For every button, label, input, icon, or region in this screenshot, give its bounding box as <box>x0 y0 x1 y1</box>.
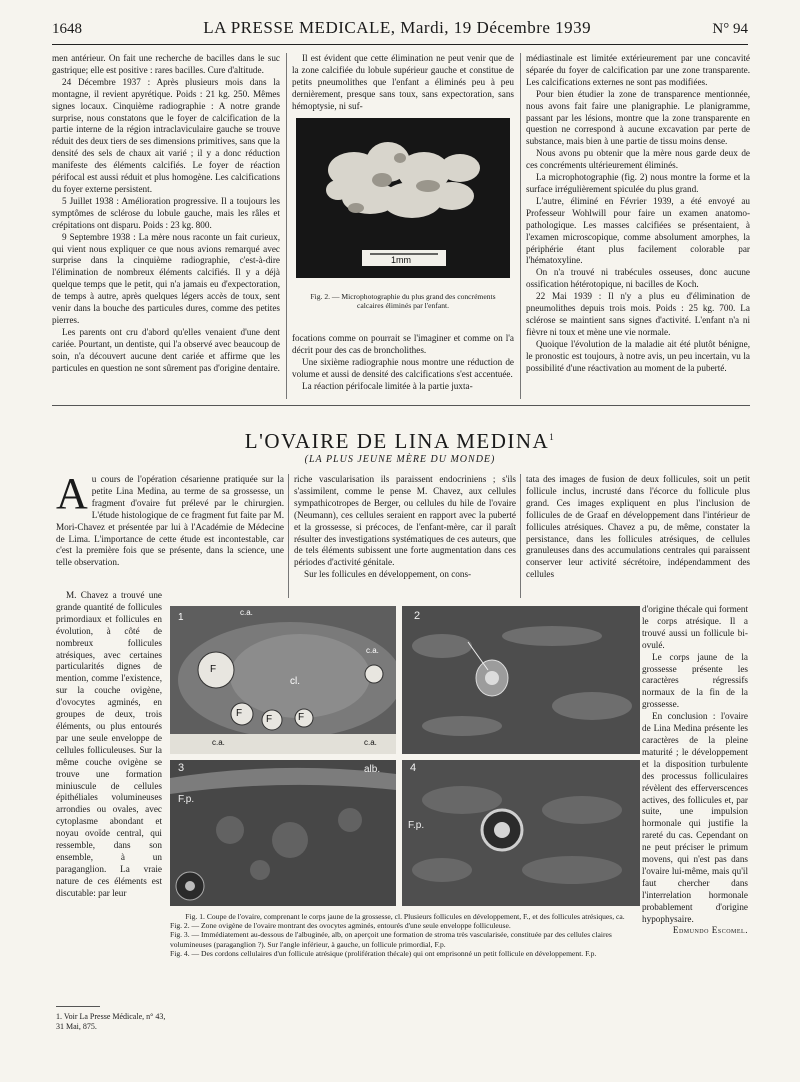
author-signature: Edmundo Escomel. <box>672 925 748 936</box>
paragraph: On n'a trouvé ni trabécules osseuses, donc aucune ossification hétérotopique, ni bacilles de Koch. <box>526 267 750 290</box>
top-column-2 <box>292 53 514 113</box>
paragraph: Les parents ont cru d'abord qu'elles venaient d'une dent cariée. Pourtant, un dentiste, qui l'a observé avec beaucoup de soin, n'a découvert aucune dent cariée et affirme que les particules en question ne sont sûrement pas d'origine dentaire. <box>52 326 280 373</box>
atretic-follicle-image <box>402 760 640 906</box>
article-intro <box>56 469 284 569</box>
paragraph: riche vascularisation ils paraissent endocriniens ; s'ils s'assimilent, comme le pense M. Chavez, aux cellules sympathicotropes de Berger, ou cellules du hile de l'ovaire (Neumann), ces cellules seraient en rapport avec la puberté et la grossesse, si précoces, de l'enfant-mère, car il paraît résulter des investigations systématiques de ces auteurs, que de tels éléments subissent une forte augmentation dans ces périodes d'activité génitale. <box>294 474 516 568</box>
title-footnote-mark: 1 <box>549 432 556 442</box>
paragraph: 22 Mai 1939 : Il n'y a plus eu d'élimination de pneumolithes depuis trois mois. Poids : 25 kg. 700. La sclérose se maintient sans signes d'activité. L'enfant n'a ni fièvre ni toux et mène une vie normale. <box>526 291 750 337</box>
figure-panel-3 <box>170 760 396 906</box>
paragraph: Pour bien étudier la zone de transparence mentionnée, nous avons fait faire une planigraphie. Le planigramme, passant par les lésions, montre que la zone transparente en question ne correspond à aucune excavation par perte de substance, mais bien à une partie de tissu moins dense. <box>526 88 750 147</box>
journal-title: LA PRESSE MEDICALE, Mardi, 19 Décembre 1939 <box>203 18 592 37</box>
paragraph: Le corps jaune de la grossesse présente les caractères régressifs normaux de la fin de la grossesse. <box>642 651 748 710</box>
paragraph: La microphotographie (fig. 2) nous montre la forme et la surface irrégulièrement spiculée du plus grand. <box>526 172 750 194</box>
section-divider <box>52 405 750 406</box>
paragraph: d'origine thécale qui forment le corps atrésique. Il a trouvé aussi un follicule bi-ovulé. <box>642 604 748 650</box>
page-number: 1648 <box>52 21 82 37</box>
figure-captions <box>170 912 640 958</box>
panel-number: 2 <box>414 610 421 622</box>
figure-caption: Fig. 4. — Des cordons cellulaires d'un follicule atrésique (prolifération thécale) qui ont emprisonné un petit follicule en développement. F.p. <box>170 948 597 958</box>
primordial-follicle-label: F.p. <box>408 820 425 831</box>
paragraph: 9 Septembre 1938 : La mère nous raconte un fait curieux, qui vient nous expliquer ce que nous avions remarqué avec surprise dans la cinquième radiographie, c'est-à-dire l'élimination de nombreux éléments calcifiés. Il y a déjà quelque temps que le petit, qui n'a jamais eu d'expectoration, de temps à autre, après quelques légers accès de toux, sent venir dans la bouche des particules dures, comme des petites pierres. <box>52 231 280 325</box>
panel-number: 3 <box>178 762 185 774</box>
paragraph: 24 Décembre 1937 : Après plusieurs mois dans la montagne, il revient apyrétique. Poids : 21 kg. 250. Mêmes signes locaux. Cinquième radiographie : A notre grande surprise, nous constatons que le foyer de calcification de la partie interne de la région intraclaviculaire gauche se trouve réduit des deux tiers de ses dimensions primitives, sans que la densité des sels de chaux ait varié ; il y a donc réduction manifeste des éléments calcifiés. Le foyer de réaction périfocal est aussi réduit et plus homogène. Les calcifications du foyer externe persistent. <box>52 76 280 194</box>
calcified-concretion-image <box>296 118 510 278</box>
issue-number: N° 94 <box>712 21 748 37</box>
figure-caption: Fig. 3. — Immédiatement au-dessous de l'albuginée, alb, on aperçoit une formation de stroma très vascularisée, constituée par des cellules claires volumineuses (paraganglion ?). Sur l'angle inférieur, à gauche, un follicule primordial, F.p. <box>170 930 612 949</box>
corpus-luteum-label: cl. <box>290 676 300 687</box>
paragraph: Sur les follicules en développement, on cons- <box>304 569 472 580</box>
article-title: L'OVAIRE DE LINA MEDINA$^1$ <box>244 429 556 453</box>
figure-panel-4 <box>402 760 640 906</box>
paragraph: Nous avons pu obtenir que la mère nous garde deux de ces concréments ultérieurement éliminés. <box>526 148 750 171</box>
figure-2-caption: Fig. 2. — Microphotographie du plus grand des concréments calcaires éliminés par l'enfant. <box>310 292 496 311</box>
figure-caption: Fig. 2. — Zone ovigène de l'ovaire montrant des ovocytes agminés, entourés d'une seule enveloppe folliculeuse. <box>170 921 511 931</box>
scale-bar-label: 1mm <box>391 255 411 265</box>
atretic-follicle-label: c.a. <box>240 608 253 617</box>
article-subtitle: (LA PLUS JEUNE MÈRE DU MONDE) <box>304 454 496 465</box>
page-header <box>52 18 748 45</box>
article-left-column <box>56 590 162 900</box>
paragraph: Quoique l'évolution de la maladie ait été plutôt bénigne, le pronostic est toujours, à notre avis, un peu incertain, vu la possibilité d'une réactivation au moment de la puberté. <box>526 338 750 373</box>
drop-cap: A <box>56 469 88 518</box>
column-rule <box>286 53 287 399</box>
top-column-3 <box>526 53 750 374</box>
article-right-side-column <box>642 604 748 937</box>
figure-caption: Fig. 1. Coupe de l'ovaire, comprenant le corps jaune de la grossesse, cl. Plusieurs follicules en développement, F., et des follicules atrésiques, ca. <box>185 912 625 921</box>
paragraph: En conclusion : l'ovaire de Lina Medina présente les caractères de la pleine maturité ; le développement et la disposition turbulente des processus folliculaires révèlent des efferverscences actives, des follicules et, par suite, une impulsion hormonale qui justifie la rareté du cas. Cependant on ne peut préciser le primum movens, qui n'est pas dans l'ovaire lui-même, mais qu'il faut chercher dans l'interrelation hormonale probablement d'origine hypophysaire. <box>642 711 748 924</box>
paragraph: Une sixième radiographie nous montre une réduction de volume et aussi de densité des calcifications s'est accentuée. <box>292 356 514 379</box>
atretic-follicle-label: c.a. <box>366 646 379 655</box>
albuginea-label: alb. <box>364 764 381 775</box>
paragraph: La réaction périfocale limitée à la partie juxta- <box>302 380 473 391</box>
ovigerous-zone-image <box>402 606 640 754</box>
paragraph: M. Chavez a trouvé une grande quantité de follicules primordiaux et follicules en évolution, à côté de nombreux follicules atrésiques, avec certaines particularités dignes de mention, comme l'existence, sur la couche ovigène, d'ovocytes agminés, en groupes de deux, trois éléments, ou plus entourés par une seule enveloppe de cellules folliculeuses. Sur la même couche ovigène se trouve une formation miniuscule de cellules épithéliales volumineuses arrondies ou ovales, avec cytoplasme abondant et noyau ovoïde central, qui ressemble, dans son ensemble, à un paraganglion. La vraie nature de ces éléments est discutable: par leur <box>56 590 162 898</box>
atretic-follicle-label: c.a. <box>212 738 225 747</box>
column-rule <box>520 53 521 399</box>
follicle-label: F <box>266 714 273 725</box>
article-middle-column <box>294 474 516 581</box>
footnote-rule <box>56 1006 100 1007</box>
panel-number: 1 <box>178 612 184 623</box>
article-right-column <box>526 474 750 581</box>
follicle-label: F <box>210 664 217 675</box>
follicle-label: F <box>236 708 243 719</box>
column-rule <box>288 474 289 598</box>
paragraph: focations comme on pourrait se l'imaginer et comme on l'a décrit pour des cas de broncholithes. <box>292 333 514 355</box>
figure-panel-2 <box>402 606 640 754</box>
top-column-2-continued <box>292 333 514 393</box>
panel-number: 4 <box>410 762 417 774</box>
albuginea-stroma-image <box>170 760 396 906</box>
top-column-1 <box>52 53 280 374</box>
paragraph: médiastinale est limitée extérieurement par une concavité séparée du foyer de calcification par une zone transparente. Les calcifications externes ne sont pas modifiées. <box>526 53 750 87</box>
atretic-follicle-label: c.a. <box>364 738 377 747</box>
footnote: 1. Voir La Presse Médicale, n° 43, 31 Mai, 875. <box>56 1012 166 1031</box>
paragraph: men antérieur. On fait une recherche de bacilles dans le suc gastrique; elle est positive : rares bacilles. Cure d'altitude. <box>52 53 280 75</box>
column-rule <box>520 474 521 598</box>
ovary-section-image <box>170 606 396 754</box>
paragraph: Au cours de l'opération césarienne pratiquée sur la petite Lina Medina, au terme de sa grossesse, un fragment d'ovaire fut prélevé par le chirurgien. L'étude histologique de ce fragment fut faite par M. Mori-Chavez et présentée par lui à l'Académie de Médecine de Lima. L'importance de cette étude est incontestable, car c'est la première fois que se présente, dans la science, une telle observation. <box>56 469 284 568</box>
primordial-follicle-label: F.p. <box>178 794 195 805</box>
paragraph: L'autre, éliminé en Février 1939, a été envoyé au Professeur Wohlwill pour faire un examen anatomo-pathologique. Les masses calcifiées se présentaient, à l'examen microscopique, comme absolument amorphes, la périphérie étant plus facilement colorable par l'hématoxyline. <box>526 195 750 266</box>
figure-2-photo <box>296 118 510 278</box>
paragraph: tata des images de fusion de deux follicules, soit un petit follicule inclus, incrusté dans l'écorce du follicule plus grand. Ces images expliquent en plus l'inclusion de follicules de de Graaf en développement dans l'intérieur de follicules atrésiques. Chavez a pu, de même, constater la persistance, dans les follicules atrésiques, de cellules granuleuses dans des accumulations centrales qui paraissent conserver leur activité sécrétoire, indépendamment des cellules <box>526 474 750 580</box>
figure-panel-1 <box>170 606 396 754</box>
paragraph: 5 Juillet 1938 : Amélioration progressive. Il a toujours les symptômes de sclérose du lobule gauche, mais les râles et crépitations ont disparu. Poids : 23 kg. 800. <box>52 195 280 230</box>
follicle-label: F <box>298 712 305 723</box>
paragraph: Il est évident que cette élimination ne peut venir que de la zone calcifiée du lobule supérieur gauche et constitue de petits pneumolithes que l'enfant a éliminés peu à peu dernièrement, presque sans toux, sans expectoration, sans hémoptysie, ni suf- <box>292 53 514 111</box>
